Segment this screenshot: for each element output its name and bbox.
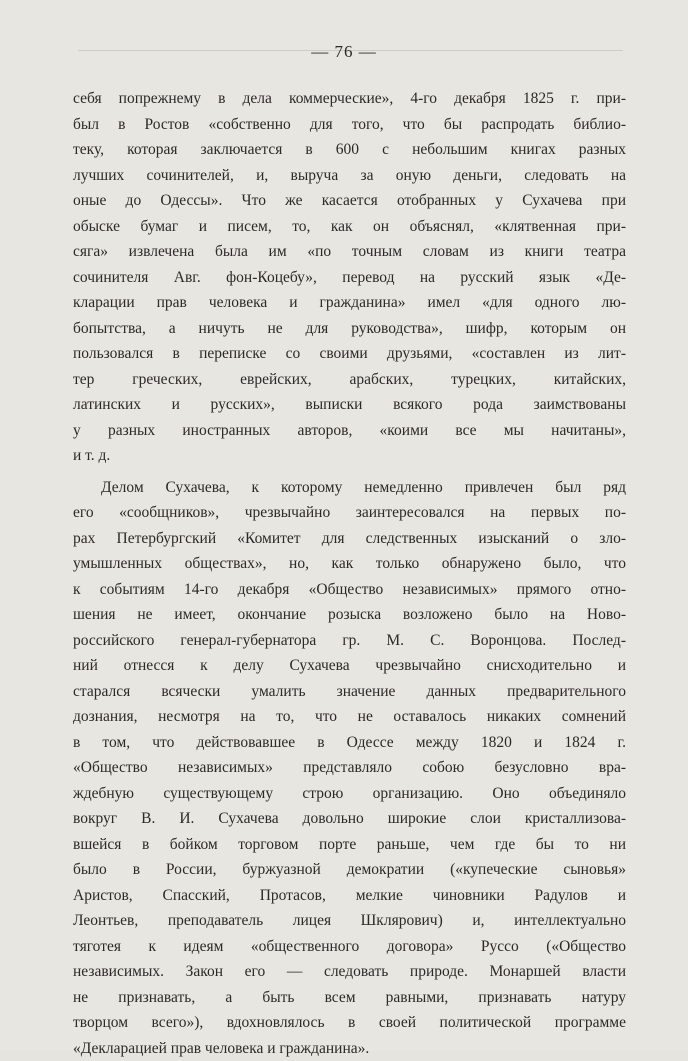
text-line: кларации прав человека и гражданина» имел «для одного лю-: [73, 290, 626, 316]
text-line: оные до Одессы». Что же касается отобранных у Сухачева при: [73, 188, 626, 214]
text-line: теку, которая заключается в 600 с небольшим книгах разных: [73, 137, 626, 163]
text-line: Аристов, Спасский, Протасов, мелкие чиновники Радулов и: [73, 883, 626, 909]
text-line: рах Петербургский «Комитет для следственных изысканий о зло-: [73, 526, 626, 552]
text-line: «Декларацией прав человека и гражданина».: [73, 1036, 626, 1061]
body-text: [73, 86, 626, 1061]
text-line: «Общество независимых» представляло собою безусловно вра-: [73, 755, 626, 781]
text-line: в том, что действовавшее в Одессе между 1820 и 1824 г.: [73, 730, 626, 756]
text-line: Делом Сухачева, к которому немедленно привлечен был ряд: [73, 475, 626, 501]
text-line: было в России, буржуазной демократии («купеческие сыновья»: [73, 857, 626, 883]
text-line: ждебную существующему строю организацию. Оно объединяло: [73, 781, 626, 807]
text-line: пользовался в переписке со своими друзьями, «составлен из лит-: [73, 341, 626, 367]
text-line: Леонтьев, преподаватель лицея Шклярович) и, интеллектуально: [73, 908, 626, 934]
text-line: независимых. Закон его — следовать природе. Монаршей власти: [73, 959, 626, 985]
text-line: латинских и русских», выписки всякого рода заимствованы: [73, 392, 626, 418]
text-line: тер греческих, еврейских, арабских, турецких, китайских,: [73, 367, 626, 393]
text-line: умышленных обществах», но, как только обнаружено было, что: [73, 551, 626, 577]
text-line: российского генерал-губернатора гр. М. С. Воронцова. Послед-: [73, 628, 626, 654]
text-line: обыске бумаг и писем, то, как он объяснял, «клятвенная при-: [73, 214, 626, 240]
page-number: — 76 —: [0, 42, 688, 62]
text-line: творцом всего»), вдохновлялось в своей политической программе: [73, 1010, 626, 1036]
text-line: его «сообщников», чрезвычайно заинтересовался на первых по-: [73, 500, 626, 526]
text-line: к событиям 14-го декабря «Общество независимых» прямого отно-: [73, 577, 626, 603]
text-line: был в Ростов «собственно для того, что бы распродать библио-: [73, 112, 626, 138]
text-line: вокруг В. И. Сухачева довольно широкие слои кристаллизова-: [73, 806, 626, 832]
text-line: не признавать, а быть всем равными, признавать натуру: [73, 985, 626, 1011]
text-line: старался всячески умалить значение данных предварительного: [73, 679, 626, 705]
text-line: лучших сочинителей, и, выруча за оную деньги, следовать на: [73, 163, 626, 189]
text-line: вшейся в бойком торговом порте раньше, чем где бы то ни: [73, 832, 626, 858]
text-line: тяготея к идеям «общественного договора» Руссо («Общество: [73, 934, 626, 960]
text-line: себя попрежнему в дела коммерческие», 4-го декабря 1825 г. при-: [73, 86, 626, 112]
paragraph: [73, 475, 626, 1061]
text-line: дознания, несмотря на то, что не оставалось никаких сомнений: [73, 704, 626, 730]
text-line: сяга» извлечена была им «по точным словам из книги театра: [73, 239, 626, 265]
text-line: сочинителя Авг. фон-Коцебу», перевод на русский язык «Де-: [73, 265, 626, 291]
text-line: у разных иностранных авторов, «коими все мы начитаны»,: [73, 418, 626, 444]
text-line: и т. д.: [73, 443, 626, 469]
text-line: бопытства, а ничуть не для руководства», шифр, которым он: [73, 316, 626, 342]
text-line: шения не имеет, окончание розыска возложено было на Ново-: [73, 602, 626, 628]
paragraph: [73, 86, 626, 469]
text-line: ний отнесся к делу Сухачева чрезвычайно снисходительно и: [73, 653, 626, 679]
